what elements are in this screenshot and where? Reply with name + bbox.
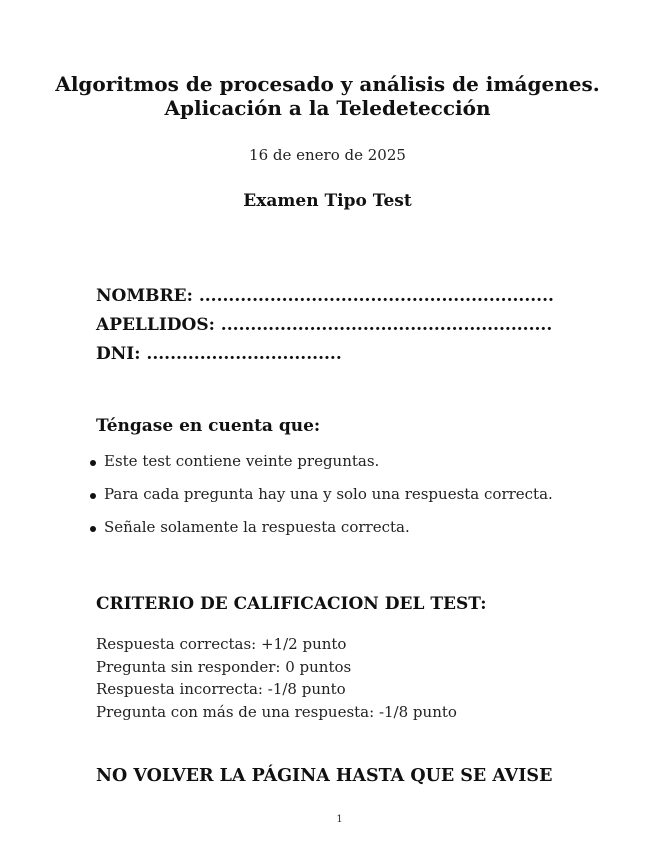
criteria-line: Respuesta incorrecta: -1/8 punto xyxy=(96,680,346,698)
criteria-line: Pregunta con más de una respuesta: -1/8 punto xyxy=(96,702,457,721)
exam-type-heading: Examen Tipo Test xyxy=(243,191,412,211)
note-text: Para cada pregunta hay una y solo una respuesta correcta. xyxy=(104,485,553,503)
warning-notice: NO VOLVER LA PÁGINA HASTA QUE SE AVISE xyxy=(96,766,553,786)
bullet-icon xyxy=(90,460,96,466)
surname-field: APELLIDOS: ........................................................ xyxy=(96,315,553,335)
list-item xyxy=(90,485,553,518)
bullet-icon xyxy=(90,526,96,532)
dni-field: DNI: ................................. xyxy=(96,344,342,364)
page-number: 1 xyxy=(336,814,343,825)
exam-date: 16 de enero de 2025 xyxy=(249,146,406,164)
note-text: Este test contiene veinte preguntas. xyxy=(104,452,380,470)
notes-heading: Téngase en cuenta que: xyxy=(96,416,321,436)
notes-list xyxy=(90,452,553,551)
title-line-1: Algoritmos de procesado y análisis de imágenes. xyxy=(55,72,600,96)
criteria-line: Respuesta correctas: +1/2 punto xyxy=(96,635,347,653)
grading-criteria-heading: CRITERIO DE CALIFICACION DEL TEST: xyxy=(96,594,487,614)
list-item xyxy=(90,452,553,485)
note-text: Señale solamente la respuesta correcta. xyxy=(104,518,410,536)
student-info-fields xyxy=(96,282,554,369)
criteria-line: Pregunta sin responder: 0 puntos xyxy=(96,657,352,676)
bullet-icon xyxy=(90,493,96,499)
document-title xyxy=(0,72,655,120)
list-item xyxy=(90,518,553,551)
grading-criteria-list xyxy=(96,633,457,723)
name-field: NOMBRE: ............................................................ xyxy=(96,286,554,306)
title-line-2: Aplicación a la Teledetección xyxy=(164,96,491,120)
